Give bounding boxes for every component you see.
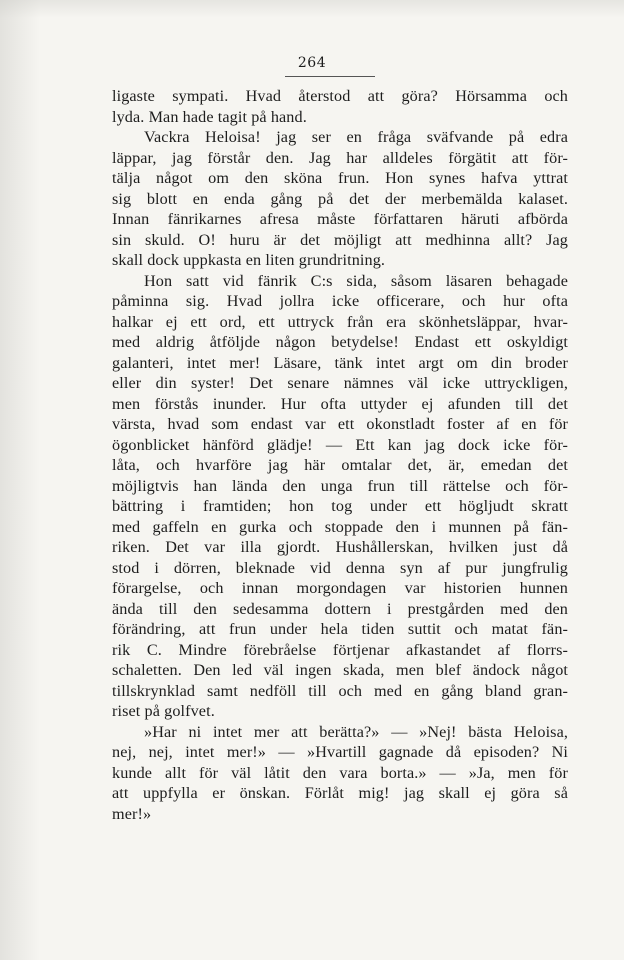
text-line: sig blott en enda gång på det der merbemälda kalaset. bbox=[112, 189, 568, 208]
text-line: schaletten. Den led väl ingen skada, men blef ändock något bbox=[112, 661, 568, 679]
text-line: med gaffeln en gurka och stoppade den i munnen på fän- bbox=[112, 517, 568, 536]
text-line: galanteri, intet mer! Läsare, tänk intet argt om din broder bbox=[112, 353, 568, 372]
text-line: eller din syster! Det senare nämnes väl icke uttryckligen, bbox=[112, 374, 568, 392]
text-line: låta, och hvarföre jag här omtalar det, är, emedan det bbox=[112, 456, 568, 474]
text-line: skall dock uppkasta en liten grundritning. bbox=[112, 251, 386, 269]
text-line: Innan fänrikarnes afresa måste författaren häruti afbörda bbox=[112, 210, 568, 228]
text-line: ligaste sympati. Hvad återstod att göra? Hörsamma och bbox=[112, 87, 568, 105]
text-line: »Har ni intet mer att berätta?» — »Nej! bästa Heloisa, bbox=[144, 722, 568, 741]
text-line: stod i dörren, bleknade vid denna syn af pur jungfrulig bbox=[112, 558, 568, 577]
text-line: men förstås inunder. Hur ofta uttyder ej afunden till det bbox=[112, 394, 568, 413]
scan-edge-shadow-top bbox=[0, 0, 624, 18]
text-line: tillskrynklad samt nedföll till och med en gång bland gran- bbox=[112, 681, 568, 700]
text-line: ända till den sedesamma dottern i prestgården med den bbox=[112, 599, 568, 618]
text-line: med aldrig åtföljde någon betydelse! Endast ett oskyldigt bbox=[112, 333, 568, 351]
text-line: påminna sig. Hvad jollra icke officerare, och hur ofta bbox=[112, 292, 568, 310]
text-line: sin skuld. O! huru är det möjligt att medhinna allt? Jag bbox=[112, 230, 568, 249]
text-line: att uppfylla er önskan. Förlåt mig! jag skall ej göra så bbox=[112, 784, 568, 802]
text-line: förargelse, och innan morgondagen var historien hunnen bbox=[112, 579, 568, 597]
text-line: möjligtvis han lända den unga frun till rättelse och för- bbox=[112, 476, 568, 495]
text-line: bättring i framtiden; hon tog under ett högljudt skratt bbox=[112, 497, 568, 515]
header-rule bbox=[285, 76, 375, 77]
scan-edge-shadow-left bbox=[0, 0, 40, 960]
text-line: mer!» bbox=[112, 804, 152, 823]
page-number: 264 bbox=[297, 55, 327, 71]
text-line: riset på golfvet. bbox=[112, 702, 215, 720]
text-line: kunde allt för väl låtit den vara borta.» — »Ja, men för bbox=[112, 763, 568, 782]
text-line: Hon satt vid fänrik C:s sida, såsom läsaren behagade bbox=[144, 271, 568, 290]
text-line: läppar, jag förstår den. Jag har alldeles förgätit att för- bbox=[112, 148, 568, 167]
text-line: ögonblicket hänförd glädje! — Ett kan jag dock icke för- bbox=[112, 435, 568, 454]
text-line: värsta, hvad som endast var ett okonstladt foster af en för bbox=[112, 415, 568, 433]
text-line: halkar ej ett ord, ett uttryck från era skönhetsläppar, hvar- bbox=[112, 312, 568, 331]
text-line: nej, nej, intet mer!» — »Hvartill gagnade då episoden? Ni bbox=[112, 743, 568, 761]
text-line: riken. Det var illa gjordt. Hushållerskan, hvilken just då bbox=[112, 538, 568, 556]
text-line: förändring, att frun under hela tiden suttit och matat fän- bbox=[112, 620, 568, 638]
body-text bbox=[112, 86, 568, 824]
text-line: rik C. Mindre förebråelse förtjenar afkastandet af florrs- bbox=[112, 640, 568, 659]
text-line: tälja något om den sköna frun. Hon synes hafva yttrat bbox=[112, 169, 568, 187]
text-line: Vackra Heloisa! jag ser en fråga sväfvande på edra bbox=[144, 128, 568, 146]
text-line: lyda. Man hade tagit på hand. bbox=[112, 107, 307, 126]
